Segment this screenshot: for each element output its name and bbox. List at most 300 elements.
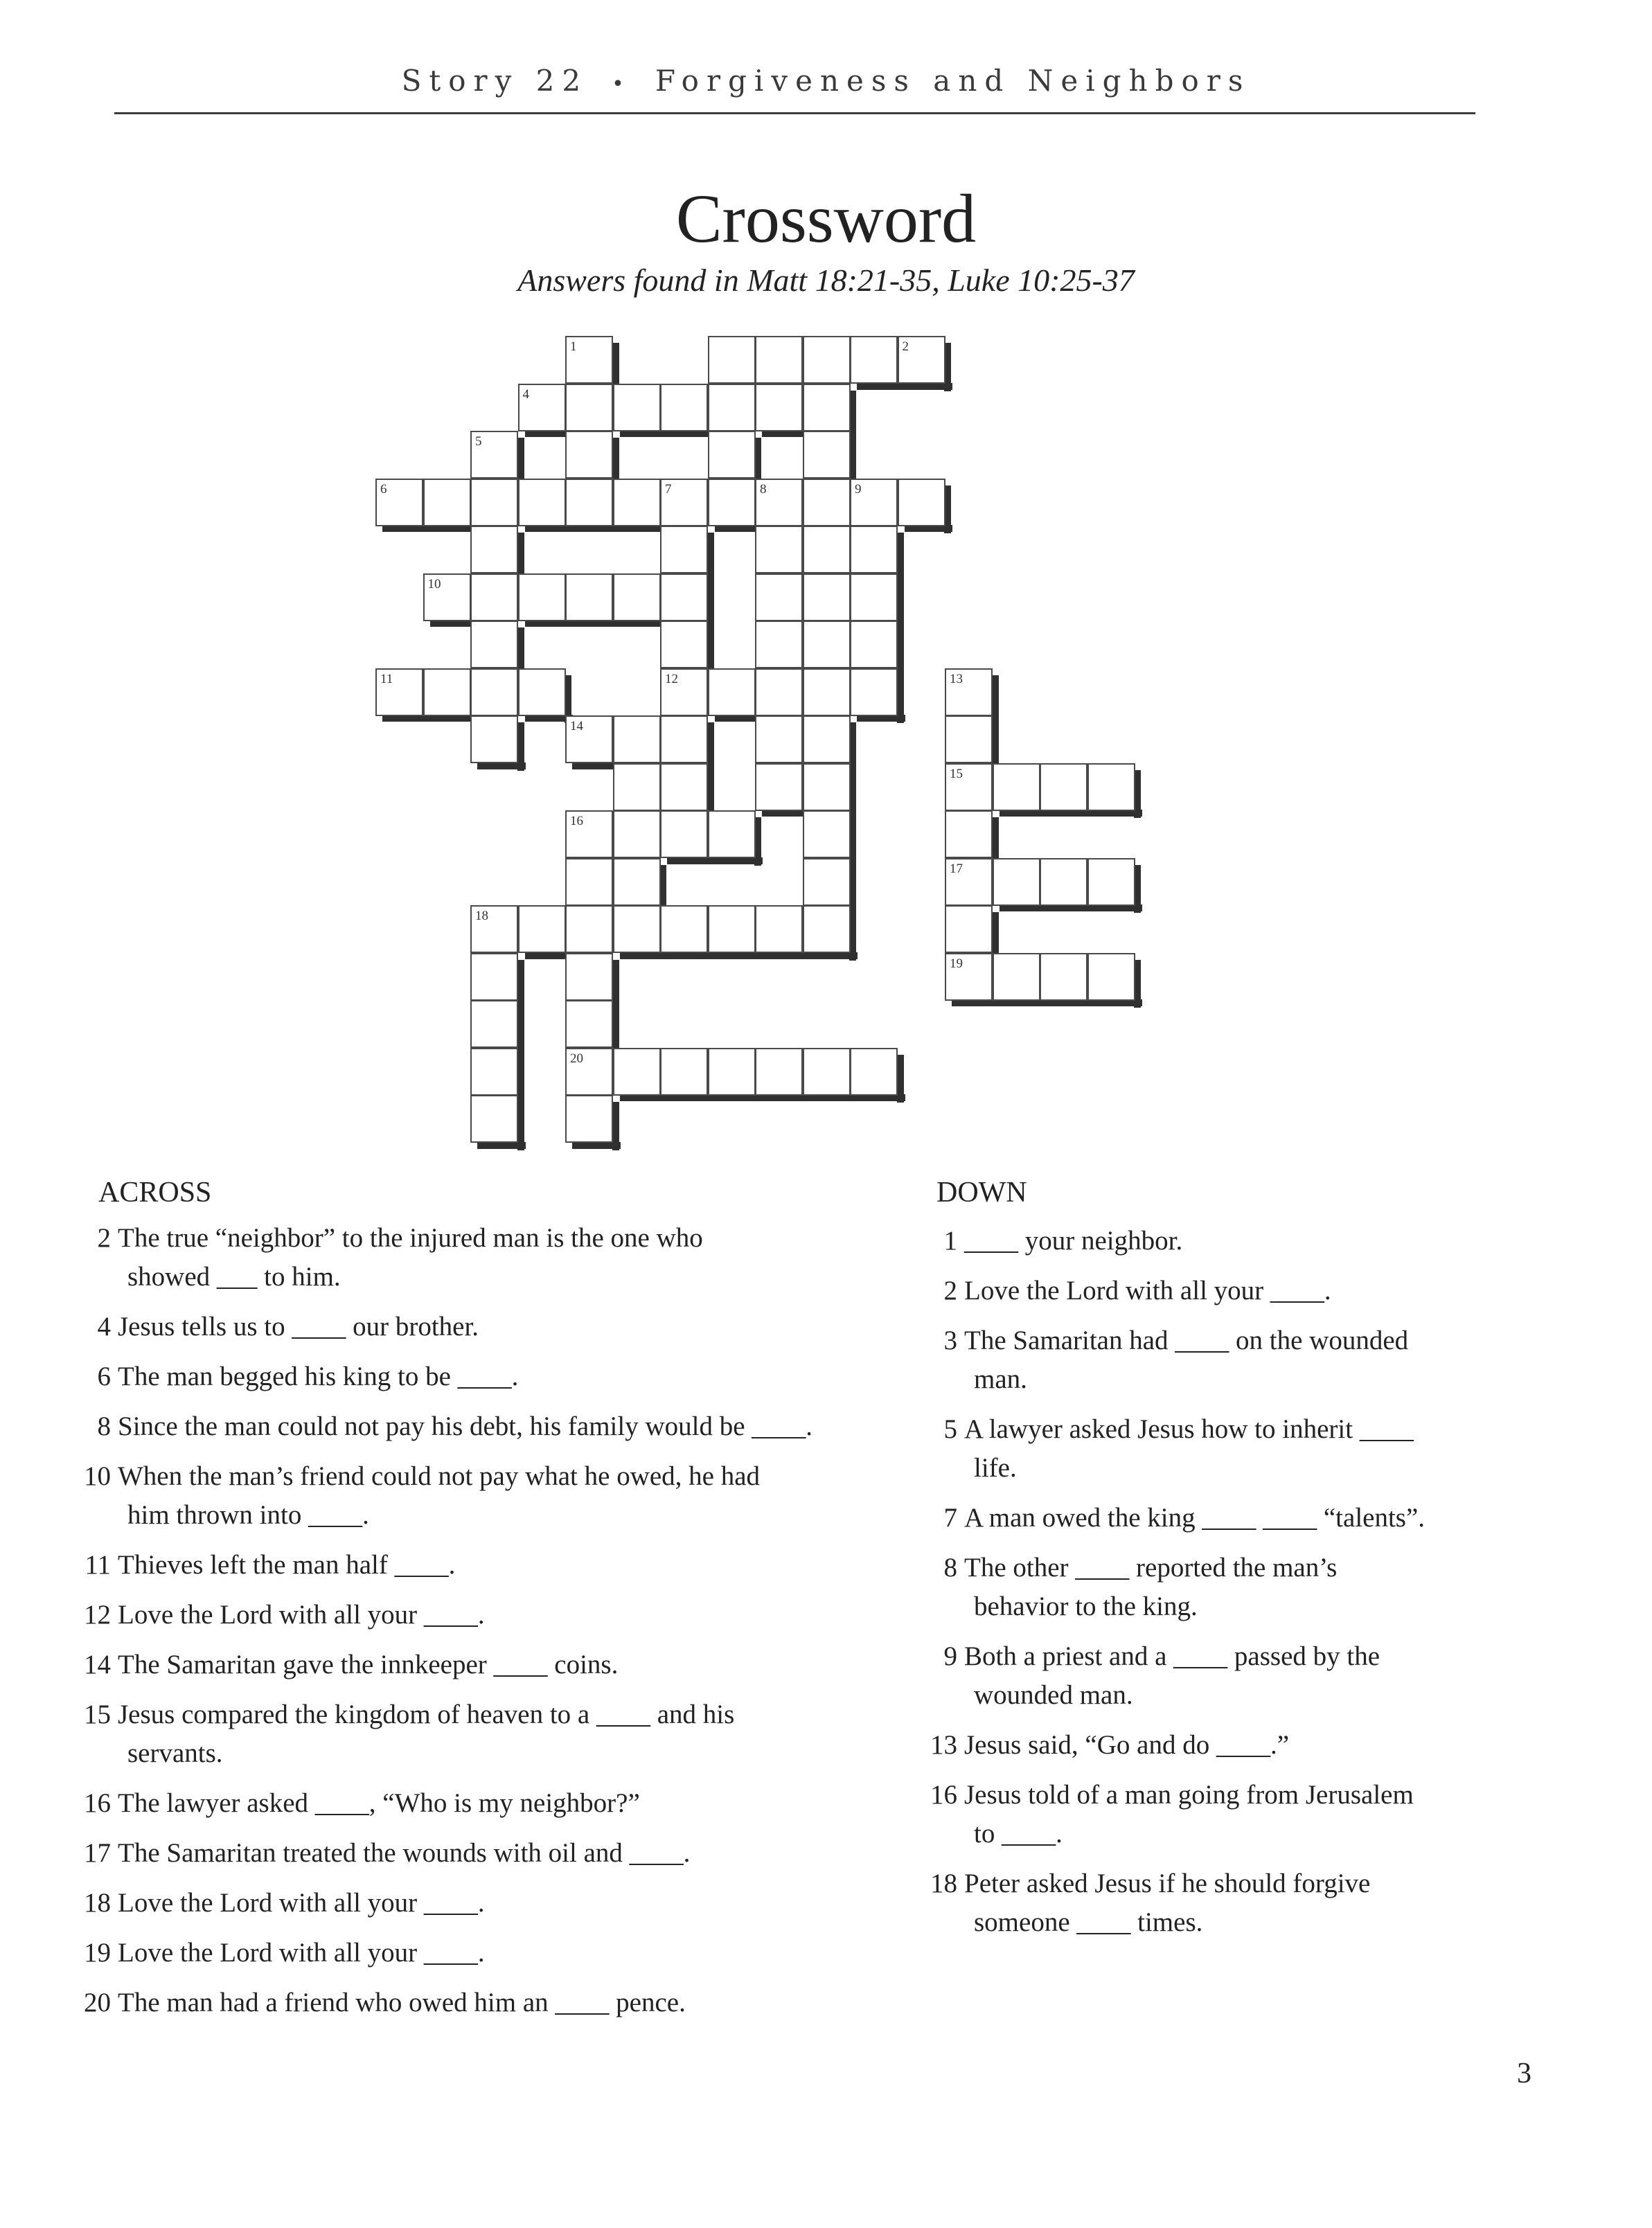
cell-number: 14: [570, 719, 583, 733]
cell-shadow: [517, 1007, 524, 1055]
cell-shadow: [1047, 999, 1095, 1006]
crossword-cell[interactable]: [755, 763, 803, 811]
crossword-cell[interactable]: [565, 479, 613, 526]
clue-line: man.: [974, 1364, 1027, 1394]
clue-number: 9: [943, 1641, 957, 1671]
crossword-cell[interactable]: [613, 763, 661, 811]
crossword-cell[interactable]: [660, 1048, 708, 1096]
crossword-cell[interactable]: [803, 715, 851, 763]
cell-shadow: [382, 715, 431, 722]
cell-shadow: [1134, 770, 1141, 819]
across-clue: [75, 1834, 892, 1873]
page-number: 3: [1517, 2058, 1531, 2089]
crossword-cell[interactable]: [470, 431, 518, 479]
crossword-cell[interactable]: [898, 336, 945, 384]
cell-shadow: [897, 580, 904, 629]
crossword-cell[interactable]: [565, 431, 613, 479]
clue-line: someone ____ times.: [974, 1907, 1203, 1937]
clue-line: Thieves left the man half ____.: [118, 1550, 456, 1580]
across-clue: [75, 1596, 892, 1634]
across-clue-list: [75, 1219, 892, 2033]
crossword-cell[interactable]: [375, 479, 423, 526]
clue-number: 3: [943, 1326, 957, 1355]
cell-number: 5: [475, 434, 482, 449]
cell-number: 20: [570, 1051, 583, 1066]
cell-shadow: [517, 960, 524, 1008]
cell-shadow: [525, 525, 574, 532]
crossword-cell[interactable]: [613, 1048, 661, 1096]
clue-line: A man owed the king ____ ____ “talents”.: [964, 1503, 1425, 1533]
down-clue: [921, 1272, 1614, 1310]
cell-number: 1: [570, 339, 577, 354]
clue-text: [964, 1637, 1614, 1715]
clue-line: Jesus said, “Go and do ____.”: [964, 1730, 1290, 1760]
crossword-cell[interactable]: [565, 810, 613, 858]
clue-line: The lawyer asked ____, “Who is my neighbor?”: [118, 1788, 640, 1818]
across-clue: [75, 1884, 892, 1923]
crossword-cell[interactable]: [850, 336, 898, 384]
across-clue: [75, 1984, 892, 2022]
clue-line: life.: [974, 1453, 1017, 1483]
clue-number: 18: [930, 1869, 957, 1898]
crossword-cell[interactable]: [470, 953, 518, 1001]
crossword-cell[interactable]: [1040, 763, 1087, 811]
cell-number: 17: [950, 861, 963, 876]
cell-shadow: [944, 485, 951, 534]
crossword-cell[interactable]: [803, 668, 851, 716]
clue-text: [964, 1499, 1614, 1538]
clue-text: [118, 1984, 892, 2022]
clue-number: 20: [84, 1988, 111, 2017]
clue-text: [118, 1695, 892, 1773]
crossword-cell[interactable]: [470, 526, 518, 573]
crossword-cell[interactable]: [755, 715, 803, 763]
cell-shadow: [620, 430, 668, 437]
crossword-cell[interactable]: [470, 1095, 518, 1143]
crossword-cell[interactable]: [803, 336, 851, 384]
clue-text: [118, 1407, 892, 1446]
page-title: Crossword: [675, 180, 977, 257]
clue-number: 2: [97, 1223, 111, 1253]
clue-line: Jesus tells us to ____ our brother.: [118, 1312, 479, 1342]
down-clue: [921, 1864, 1614, 1942]
crossword-cell[interactable]: [708, 431, 756, 479]
clue-text: [964, 1272, 1614, 1310]
crossword-cell[interactable]: [470, 715, 518, 763]
cell-shadow: [897, 1055, 904, 1103]
across-clue: [75, 1784, 892, 1823]
crossword-cell[interactable]: [850, 479, 898, 526]
clue-text: [118, 1457, 892, 1535]
cell-shadow: [1000, 999, 1048, 1006]
across-clue: [75, 1695, 892, 1773]
clue-line: The true “neighbor” to the injured man is the one who: [118, 1223, 703, 1253]
clue-number: 12: [84, 1600, 111, 1630]
cell-shadow: [612, 960, 619, 1008]
crossword-cell[interactable]: [755, 668, 803, 716]
across-clue: [75, 1646, 892, 1684]
crossword-cell[interactable]: [755, 336, 803, 384]
cell-shadow: [572, 525, 621, 532]
down-clue: [921, 1549, 1614, 1626]
crossword-cell[interactable]: [945, 715, 993, 763]
cell-shadow: [525, 620, 574, 627]
crossword-cell[interactable]: [518, 573, 566, 621]
clue-line: Love the Lord with all your ____.: [118, 1888, 485, 1918]
clue-line: Love the Lord with all your ____.: [118, 1938, 485, 1968]
crossword-cell[interactable]: [565, 953, 613, 1001]
crossword-cell[interactable]: [660, 526, 708, 573]
cell-number: 7: [665, 481, 672, 497]
crossword-cell[interactable]: [613, 479, 661, 526]
cell-shadow: [1134, 960, 1141, 1008]
cell-shadow: [762, 952, 810, 959]
clue-number: 8: [943, 1553, 957, 1583]
crossword-cell[interactable]: [613, 905, 661, 953]
clue-text: [964, 1776, 1614, 1853]
clue-line: The man had a friend who owed him an ____ pence.: [118, 1988, 686, 2017]
crossword-cell[interactable]: [565, 858, 613, 906]
crossword-cell[interactable]: [1087, 953, 1135, 1001]
crossword-cell[interactable]: [470, 621, 518, 668]
cell-shadow: [1047, 904, 1095, 911]
cell-shadow: [857, 383, 905, 390]
cell-shadow: [992, 675, 999, 724]
crossword-cell[interactable]: [1087, 763, 1135, 811]
clue-line: wounded man.: [974, 1680, 1133, 1710]
page-subtitle: Answers found in Matt 18:21-35, Luke 10:25-37: [517, 262, 1135, 298]
cell-shadow: [715, 1094, 763, 1101]
crossword-cell[interactable]: [803, 810, 851, 858]
down-clue: [921, 1726, 1614, 1765]
down-heading: DOWN: [936, 1177, 1027, 1209]
crossword-cell[interactable]: [1087, 858, 1135, 906]
across-clue: [75, 1934, 892, 1972]
cell-shadow: [849, 722, 856, 771]
crossword-cell[interactable]: [565, 1095, 613, 1143]
down-clue-list: [921, 1222, 1614, 1953]
header-separator: •: [612, 72, 632, 96]
clue-line: When the man’s friend could not pay what he owed, he had: [118, 1461, 761, 1491]
crossword-cell[interactable]: [613, 715, 661, 763]
clue-line: The Samaritan treated the wounds with oil and ____.: [118, 1838, 691, 1868]
crossword-cell[interactable]: [660, 810, 708, 858]
crossword-cell[interactable]: [803, 905, 851, 953]
crossword-cell[interactable]: [898, 479, 945, 526]
clue-text: [964, 1410, 1614, 1488]
clue-number: 16: [84, 1788, 111, 1818]
clue-number: 13: [930, 1730, 957, 1760]
crossword-cell[interactable]: [470, 668, 518, 716]
crossword-cell[interactable]: [613, 858, 661, 906]
cell-shadow: [707, 722, 714, 771]
clue-number: 6: [97, 1362, 111, 1391]
clue-number: 14: [84, 1650, 111, 1679]
crossword-cell[interactable]: [565, 905, 613, 953]
crossword-cell[interactable]: [755, 621, 803, 668]
clue-text: [964, 1726, 1614, 1765]
clue-number: 1: [943, 1226, 957, 1256]
cell-shadow: [517, 1102, 524, 1150]
crossword-cell[interactable]: [660, 384, 708, 431]
cell-shadow: [897, 533, 904, 581]
down-clue: [921, 1222, 1614, 1260]
cell-shadow: [849, 865, 856, 914]
clue-line: Both a priest and a ____ passed by the: [964, 1641, 1380, 1671]
clue-line: The other ____ reported the man’s: [964, 1553, 1338, 1583]
clue-text: [118, 1308, 892, 1346]
crossword-cell[interactable]: [660, 763, 708, 811]
cell-shadow: [897, 675, 904, 724]
cell-number: 18: [475, 909, 488, 923]
clue-line: him thrown into ____.: [127, 1500, 369, 1530]
crossword-cell[interactable]: [660, 905, 708, 953]
across-clue: [75, 1308, 892, 1346]
crossword-cell[interactable]: [803, 526, 851, 573]
clue-text: [118, 1784, 892, 1823]
crossword-cell[interactable]: [945, 763, 993, 811]
cell-shadow: [517, 722, 524, 771]
cell-number: 8: [760, 481, 767, 497]
crossword-cell[interactable]: [1040, 858, 1087, 906]
crossword-cell[interactable]: [945, 953, 993, 1001]
cell-number: 11: [380, 671, 393, 686]
cell-shadow: [707, 580, 714, 629]
crossword-cell[interactable]: [565, 715, 613, 763]
crossword-cell[interactable]: [803, 573, 851, 621]
clue-line: The Samaritan gave the innkeeper ____ coins.: [118, 1650, 619, 1679]
crossword-cell[interactable]: [755, 526, 803, 573]
crossword-cell[interactable]: [613, 384, 661, 431]
crossword-cell[interactable]: [803, 621, 851, 668]
clue-line: Love the Lord with all your ____.: [964, 1276, 1331, 1305]
crossword-cell[interactable]: [755, 1048, 803, 1096]
clue-text: [118, 1596, 892, 1634]
crossword-cell[interactable]: [708, 384, 756, 431]
cell-shadow: [849, 391, 856, 439]
clue-line: to ____.: [974, 1819, 1063, 1848]
clue-number: 4: [97, 1312, 111, 1342]
crossword-cell[interactable]: [423, 573, 471, 621]
across-clue: [75, 1457, 892, 1535]
crossword-cell[interactable]: [565, 1048, 613, 1096]
crossword-cell[interactable]: [945, 810, 993, 858]
cell-shadow: [620, 952, 668, 959]
cell-number: 19: [950, 956, 963, 971]
crossword-cell[interactable]: [755, 573, 803, 621]
clue-line: Jesus compared the kingdom of heaven to a ____ and his: [118, 1700, 735, 1729]
clue-text: [118, 1834, 892, 1873]
crossword-cell[interactable]: [755, 384, 803, 431]
crossword-cell[interactable]: [613, 810, 661, 858]
cell-number: 15: [950, 766, 963, 781]
clue-number: 2: [943, 1276, 957, 1305]
cell-shadow: [620, 1094, 668, 1101]
clue-line: ____ your neighbor.: [964, 1226, 1183, 1256]
crossword-cell[interactable]: [993, 858, 1040, 906]
cell-shadow: [849, 817, 856, 866]
crossword-cell[interactable]: [470, 905, 518, 953]
crossword-cell[interactable]: [945, 668, 993, 716]
clue-line: showed ___ to him.: [127, 1262, 341, 1292]
crossword-cell[interactable]: [708, 905, 756, 953]
cell-number: 13: [950, 671, 963, 686]
crossword-cell[interactable]: [993, 763, 1040, 811]
clue-text: [118, 1357, 892, 1396]
clue-number: 17: [84, 1838, 111, 1868]
crossword-cell[interactable]: [803, 763, 851, 811]
crossword-cell[interactable]: [423, 668, 471, 716]
cell-number: 4: [522, 386, 529, 402]
clue-number: 16: [930, 1780, 957, 1810]
across-clue: [75, 1357, 892, 1396]
crossword-cell[interactable]: [660, 715, 708, 763]
crossword-cell[interactable]: [850, 621, 898, 668]
cell-number: 6: [380, 481, 387, 497]
cell-shadow: [1000, 810, 1048, 817]
crossword-cell[interactable]: [565, 573, 613, 621]
cell-shadow: [762, 1094, 810, 1101]
cell-shadow: [517, 1055, 524, 1103]
crossword-cell[interactable]: [470, 1000, 518, 1048]
header-topic: Forgiveness and Neighbors: [655, 64, 1251, 98]
crossword-cell[interactable]: [803, 384, 851, 431]
crossword-cell[interactable]: [470, 479, 518, 526]
cell-shadow: [754, 817, 761, 866]
cell-shadow: [897, 627, 904, 676]
crossword-cell[interactable]: [518, 905, 566, 953]
crossword-cell[interactable]: [660, 573, 708, 621]
crossword-cell[interactable]: [613, 573, 661, 621]
crossword-cell[interactable]: [850, 573, 898, 621]
cell-shadow: [944, 343, 951, 391]
across-clue: [75, 1219, 892, 1296]
header-story: Story 22: [401, 64, 589, 98]
clue-text: [964, 1549, 1614, 1626]
crossword-cell[interactable]: [850, 1048, 898, 1096]
crossword-cell[interactable]: [755, 479, 803, 526]
crossword-cell[interactable]: [565, 336, 613, 384]
crossword-cell[interactable]: [850, 668, 898, 716]
clue-text: [118, 1219, 892, 1296]
cell-shadow: [715, 952, 763, 959]
down-clue: [921, 1637, 1614, 1715]
crossword-cell[interactable]: [803, 1048, 851, 1096]
crossword-cell[interactable]: [660, 621, 708, 668]
crossword-cell[interactable]: [470, 1048, 518, 1096]
clue-text: [964, 1321, 1614, 1399]
clue-text: [964, 1864, 1614, 1942]
clue-text: [118, 1546, 892, 1585]
crossword-cell[interactable]: [945, 858, 993, 906]
clue-text: [964, 1222, 1614, 1260]
cell-shadow: [572, 620, 621, 627]
crossword-cell[interactable]: [708, 479, 756, 526]
across-heading: ACROSS: [98, 1177, 212, 1209]
cell-shadow: [849, 912, 856, 961]
crossword-cell[interactable]: [518, 479, 566, 526]
clue-text: [118, 1884, 892, 1923]
cell-shadow: [667, 952, 716, 959]
cell-number: 10: [427, 576, 441, 591]
cell-number: 16: [570, 814, 583, 828]
clue-line: A lawyer asked Jesus how to inherit ____: [964, 1414, 1414, 1444]
clue-line: The man begged his king to be ____.: [118, 1362, 519, 1391]
across-clue: [75, 1546, 892, 1585]
cell-shadow: [1134, 865, 1141, 914]
cell-number: 12: [665, 671, 678, 686]
down-clue: [921, 1321, 1614, 1399]
crossword-cell[interactable]: [565, 1000, 613, 1048]
clue-text: [118, 1646, 892, 1684]
cell-number: 9: [855, 481, 862, 497]
cell-shadow: [1000, 904, 1048, 911]
cell-number: 2: [902, 339, 909, 354]
crossword-cell[interactable]: [660, 668, 708, 716]
crossword-cell[interactable]: [708, 668, 756, 716]
clue-number: 7: [943, 1503, 957, 1533]
clue-number: 10: [84, 1461, 111, 1491]
cell-shadow: [382, 525, 431, 532]
clue-number: 15: [84, 1700, 111, 1729]
clue-line: behavior to the king.: [974, 1592, 1198, 1621]
crossword-cell[interactable]: [518, 668, 566, 716]
cell-shadow: [1047, 810, 1095, 817]
cell-shadow: [707, 533, 714, 581]
crossword-cell[interactable]: [850, 526, 898, 573]
clue-number: 5: [943, 1414, 957, 1444]
down-clue: [921, 1499, 1614, 1538]
crossword-cell[interactable]: [375, 668, 423, 716]
down-clue: [921, 1410, 1614, 1488]
clue-line: Peter asked Jesus if he should forgive: [964, 1869, 1371, 1898]
across-clue: [75, 1407, 892, 1446]
crossword-cell[interactable]: [1040, 953, 1087, 1001]
crossword-cell[interactable]: [470, 573, 518, 621]
cell-shadow: [849, 770, 856, 819]
crossword-cell[interactable]: [423, 479, 471, 526]
clue-line: The Samaritan had ____ on the wounded: [964, 1326, 1409, 1355]
crossword-cell[interactable]: [708, 1048, 756, 1096]
crossword-cell[interactable]: [803, 858, 851, 906]
crossword-cell[interactable]: [945, 905, 993, 953]
clue-number: 18: [84, 1888, 111, 1918]
crossword-cell[interactable]: [803, 479, 851, 526]
cell-shadow: [667, 1094, 716, 1101]
clue-text: [118, 1934, 892, 1972]
crossword-cell[interactable]: [565, 384, 613, 431]
crossword-cell[interactable]: [518, 384, 566, 431]
clue-number: 8: [97, 1411, 111, 1441]
clue-line: servants.: [127, 1738, 223, 1768]
clue-line: Jesus told of a man going from Jerusalem: [964, 1780, 1414, 1810]
cell-shadow: [612, 1102, 619, 1150]
clue-number: 19: [84, 1938, 111, 1968]
cell-shadow: [667, 857, 716, 864]
crossword-cell[interactable]: [660, 479, 708, 526]
crossword-cell[interactable]: [755, 905, 803, 953]
cell-shadow: [952, 999, 1000, 1006]
clue-number: 11: [85, 1550, 111, 1580]
crossword-cell[interactable]: [803, 431, 851, 479]
down-clue: [921, 1776, 1614, 1853]
crossword-cell[interactable]: [708, 336, 756, 384]
clue-line: Love the Lord with all your ____.: [118, 1600, 485, 1630]
cell-shadow: [810, 1094, 858, 1101]
crossword-cell[interactable]: [993, 953, 1040, 1001]
clue-line: Since the man could not pay his debt, his family would be ____.: [118, 1411, 813, 1441]
crossword-cell[interactable]: [708, 810, 756, 858]
